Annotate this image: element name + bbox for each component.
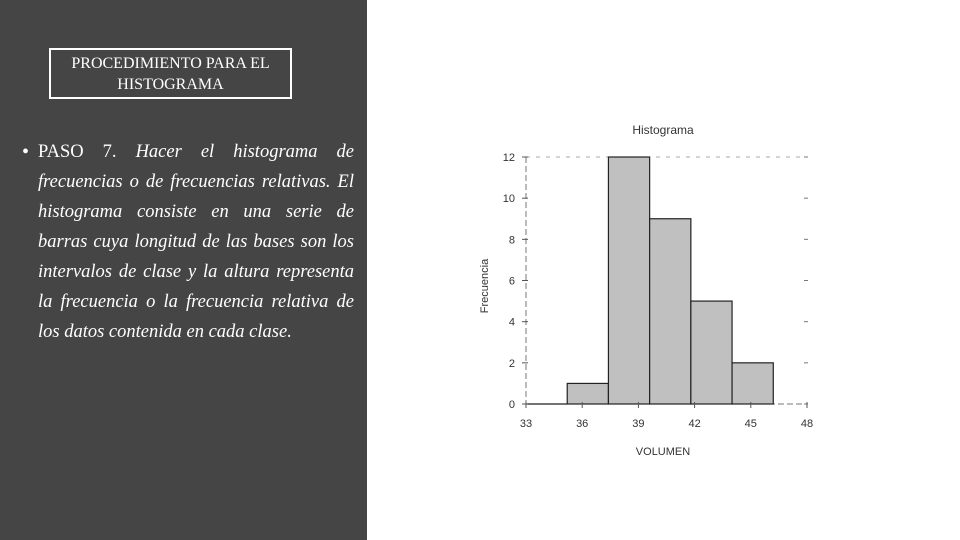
histogram-bar [732, 363, 773, 404]
y-tick-label: 8 [508, 234, 515, 247]
slide-title-line1: PROCEDIMIENTO PARA EL [71, 54, 270, 72]
histogram-svg [470, 110, 820, 470]
y-tick-label: 4 [508, 316, 515, 329]
bullet-icon: • [22, 141, 30, 163]
y-tick-label: 10 [502, 193, 515, 206]
x-tick-label: 33 [519, 418, 533, 430]
bullet-body: Hacer el histograma de frecuencias o de frecuencias relativas. El histograma consiste en una serie de barras cuya longitud de las bases son los intervalos de clase y la altura representa la frecuencia o la frecuencia relativa de los datos contenida en cada clase. [38, 142, 354, 342]
x-tick-label: 48 [800, 418, 814, 430]
x-tick-label: 36 [576, 418, 589, 430]
y-axis-label: Frecuencia [479, 258, 491, 314]
histogram-bar [691, 301, 732, 404]
histogram-bar [608, 157, 649, 404]
slide-title [49, 48, 292, 99]
slide-title-line2: HISTOGRAMA [117, 75, 224, 93]
bullet-paragraph [22, 137, 354, 347]
y-tick-label: 0 [508, 399, 515, 411]
y-tick-label: 6 [508, 275, 515, 288]
left-panel [0, 0, 367, 540]
x-tick-label: 39 [632, 418, 645, 430]
x-tick-label: 42 [688, 418, 701, 430]
chart-title: Histograma [632, 123, 694, 137]
y-tick-label: 2 [508, 357, 515, 370]
x-tick-label: 45 [744, 418, 757, 430]
bullet-lead: PASO 7. [38, 142, 117, 162]
histogram-chart [470, 110, 820, 470]
x-axis-label: VOLUMEN [635, 446, 691, 458]
y-tick-label: 12 [502, 152, 515, 164]
plot-area [503, 152, 813, 430]
histogram-bar [650, 219, 691, 404]
histogram-bar [567, 383, 608, 404]
bullet-text [38, 137, 354, 347]
